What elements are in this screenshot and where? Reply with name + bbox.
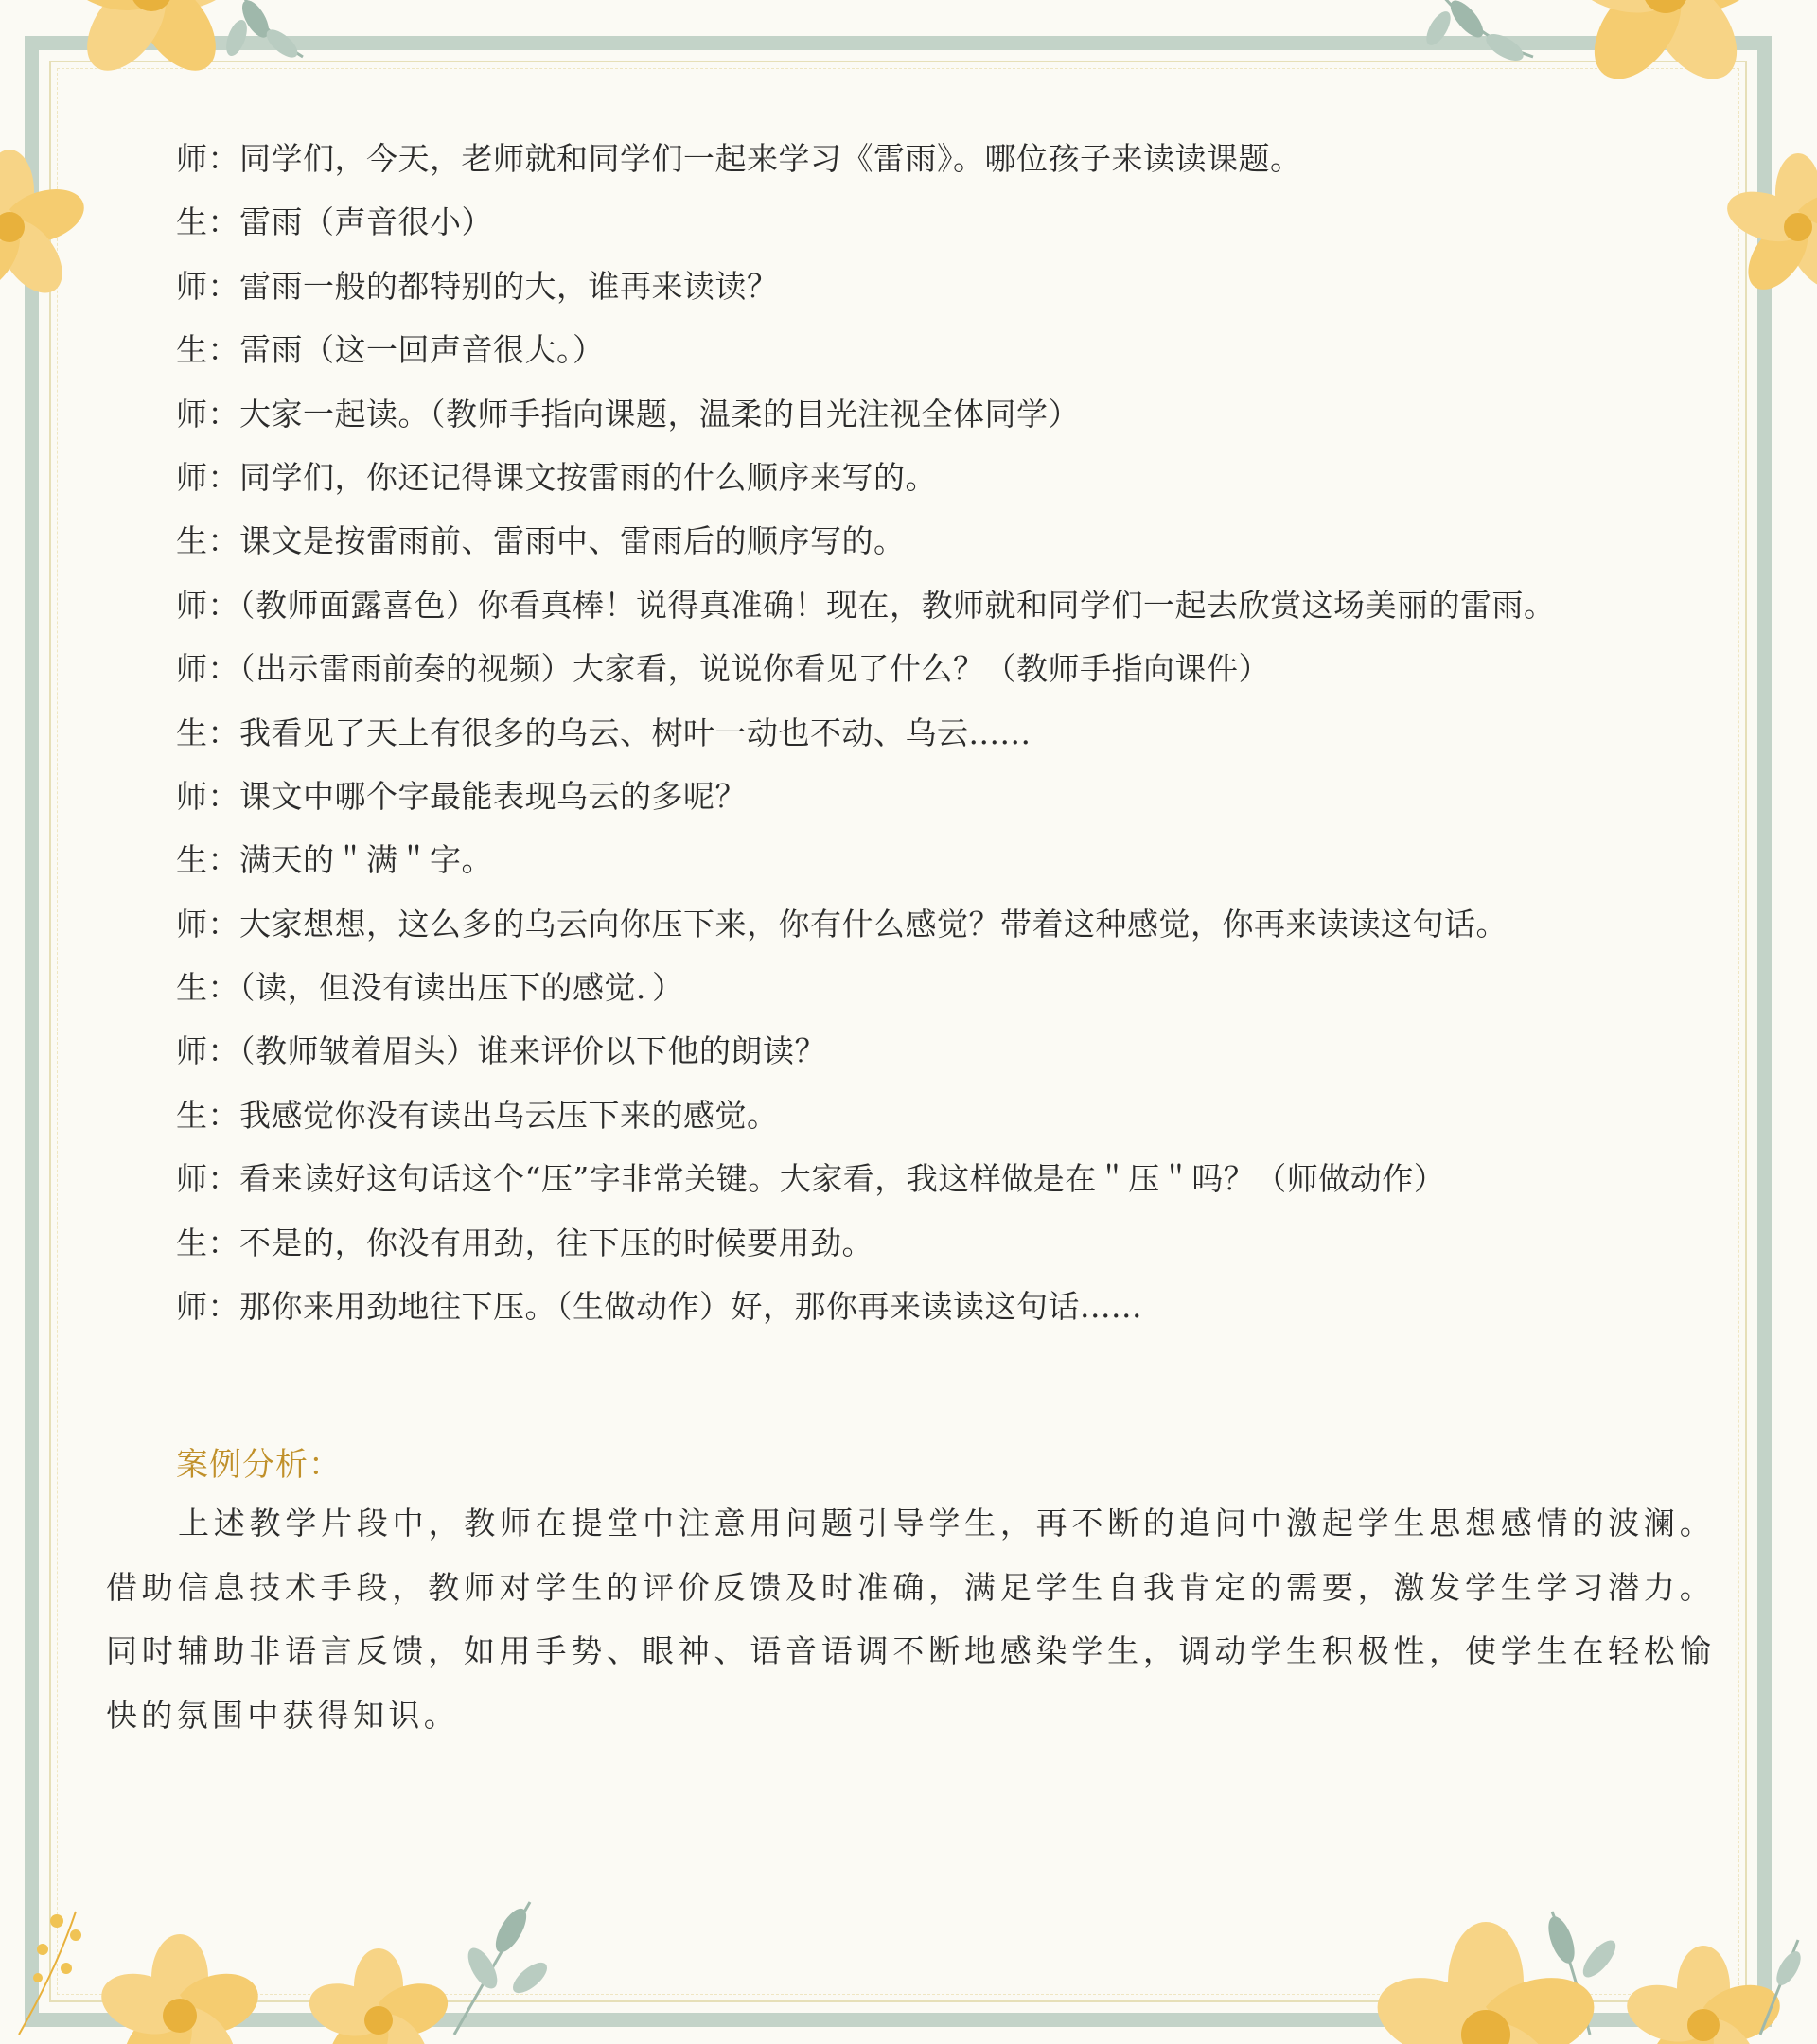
dialogue-line: 师：那你来用劲地往下压。（生做动作）好，那你再来读读这句话...... — [176, 1288, 1142, 1326]
analysis-heading: 案例分析： — [176, 1446, 342, 1484]
dialogue-line: 师：同学们，今天，老师就和同学们一起来学习《雷雨》。哪位孩子来读读课题。 — [176, 140, 1302, 177]
dialogue-line: 师：同学们，你还记得课文按雷雨的什么顺序来写的。 — [176, 458, 937, 496]
flower-right-edge-icon — [1722, 151, 1817, 303]
dialogue-list — [176, 140, 1728, 1351]
dialogue-line: 生：（读，但没有读出压下的感觉．） — [176, 969, 684, 1007]
dialogue-line: 生：不是的，你没有用劲，往下压的时候要用劲。 — [176, 1224, 873, 1261]
analysis-paragraph: 上述教学片段中，教师在提堂中注意用问题引导学生，再不断的追问中激起学生思想感情的波澜。借助信息技术手段，教师对学生的评价反馈及时准确，满足学生自我肯定的需要，激发学生学习潜力。同时辅助非语言反馈，如用手势、眼神、语音语调不断地感染学生，调动学生积极性，使学生在轻松愉快的氛围中获得知识。 — [106, 1505, 1715, 1734]
dialogue-line: 生：课文是按雷雨前、雷雨中、雷雨后的顺序写的。 — [176, 522, 906, 560]
flower-bottom-left-icon — [0, 1883, 587, 2044]
flower-left-edge-icon — [0, 142, 104, 312]
dialogue-line: 师：（出示雷雨前奏的视频）大家看，说说你看见了什么？（教师手指向课件） — [176, 650, 1270, 688]
dialogue-line: 师：雷雨一般的都特别的大，谁再来读读？ — [176, 267, 779, 305]
dialogue-line: 生：我看见了天上有很多的乌云、树叶一动也不动、乌云...... — [176, 714, 1032, 751]
dialogue-line: 师：课文中哪个字最能表现乌云的多呢？ — [176, 777, 747, 815]
dialogue-line: 生：雷雨（这一回声音很大。） — [176, 331, 605, 369]
dialogue-line: 生：我感觉你没有读出乌云压下来的感觉。 — [176, 1096, 779, 1134]
dialogue-line: 师：大家想想，这么多的乌云向你压下来，你有什么感觉？带着这种感觉，你再来读读这句话。 — [176, 905, 1508, 943]
flower-top-right-icon — [1382, 0, 1817, 132]
flower-top-left-icon — [66, 0, 312, 132]
dialogue-line: 师：（教师面露喜色）你看真棒！说得真准确！现在，教师就和同学们一起去欣赏这场美丽的雷雨。 — [176, 586, 1556, 624]
dialogue-line: 生：满天的＂满＂字。 — [176, 841, 493, 879]
dialogue-line: 师：（教师皱着眉头）谁来评价以下他的朗读？ — [176, 1032, 826, 1070]
dialogue-line: 生：雷雨（声音很小） — [176, 203, 493, 241]
dialogue-line: 师：大家一起读。（教师手指向课题，温柔的目光注视全体同学） — [176, 395, 1080, 432]
dialogue-line: 师：看来读好这句话这个“压”字非常关键。大家看，我这样做是在＂压＂吗？（师做动作） — [176, 1160, 1446, 1198]
flower-bottom-right-icon — [1325, 1883, 1817, 2044]
